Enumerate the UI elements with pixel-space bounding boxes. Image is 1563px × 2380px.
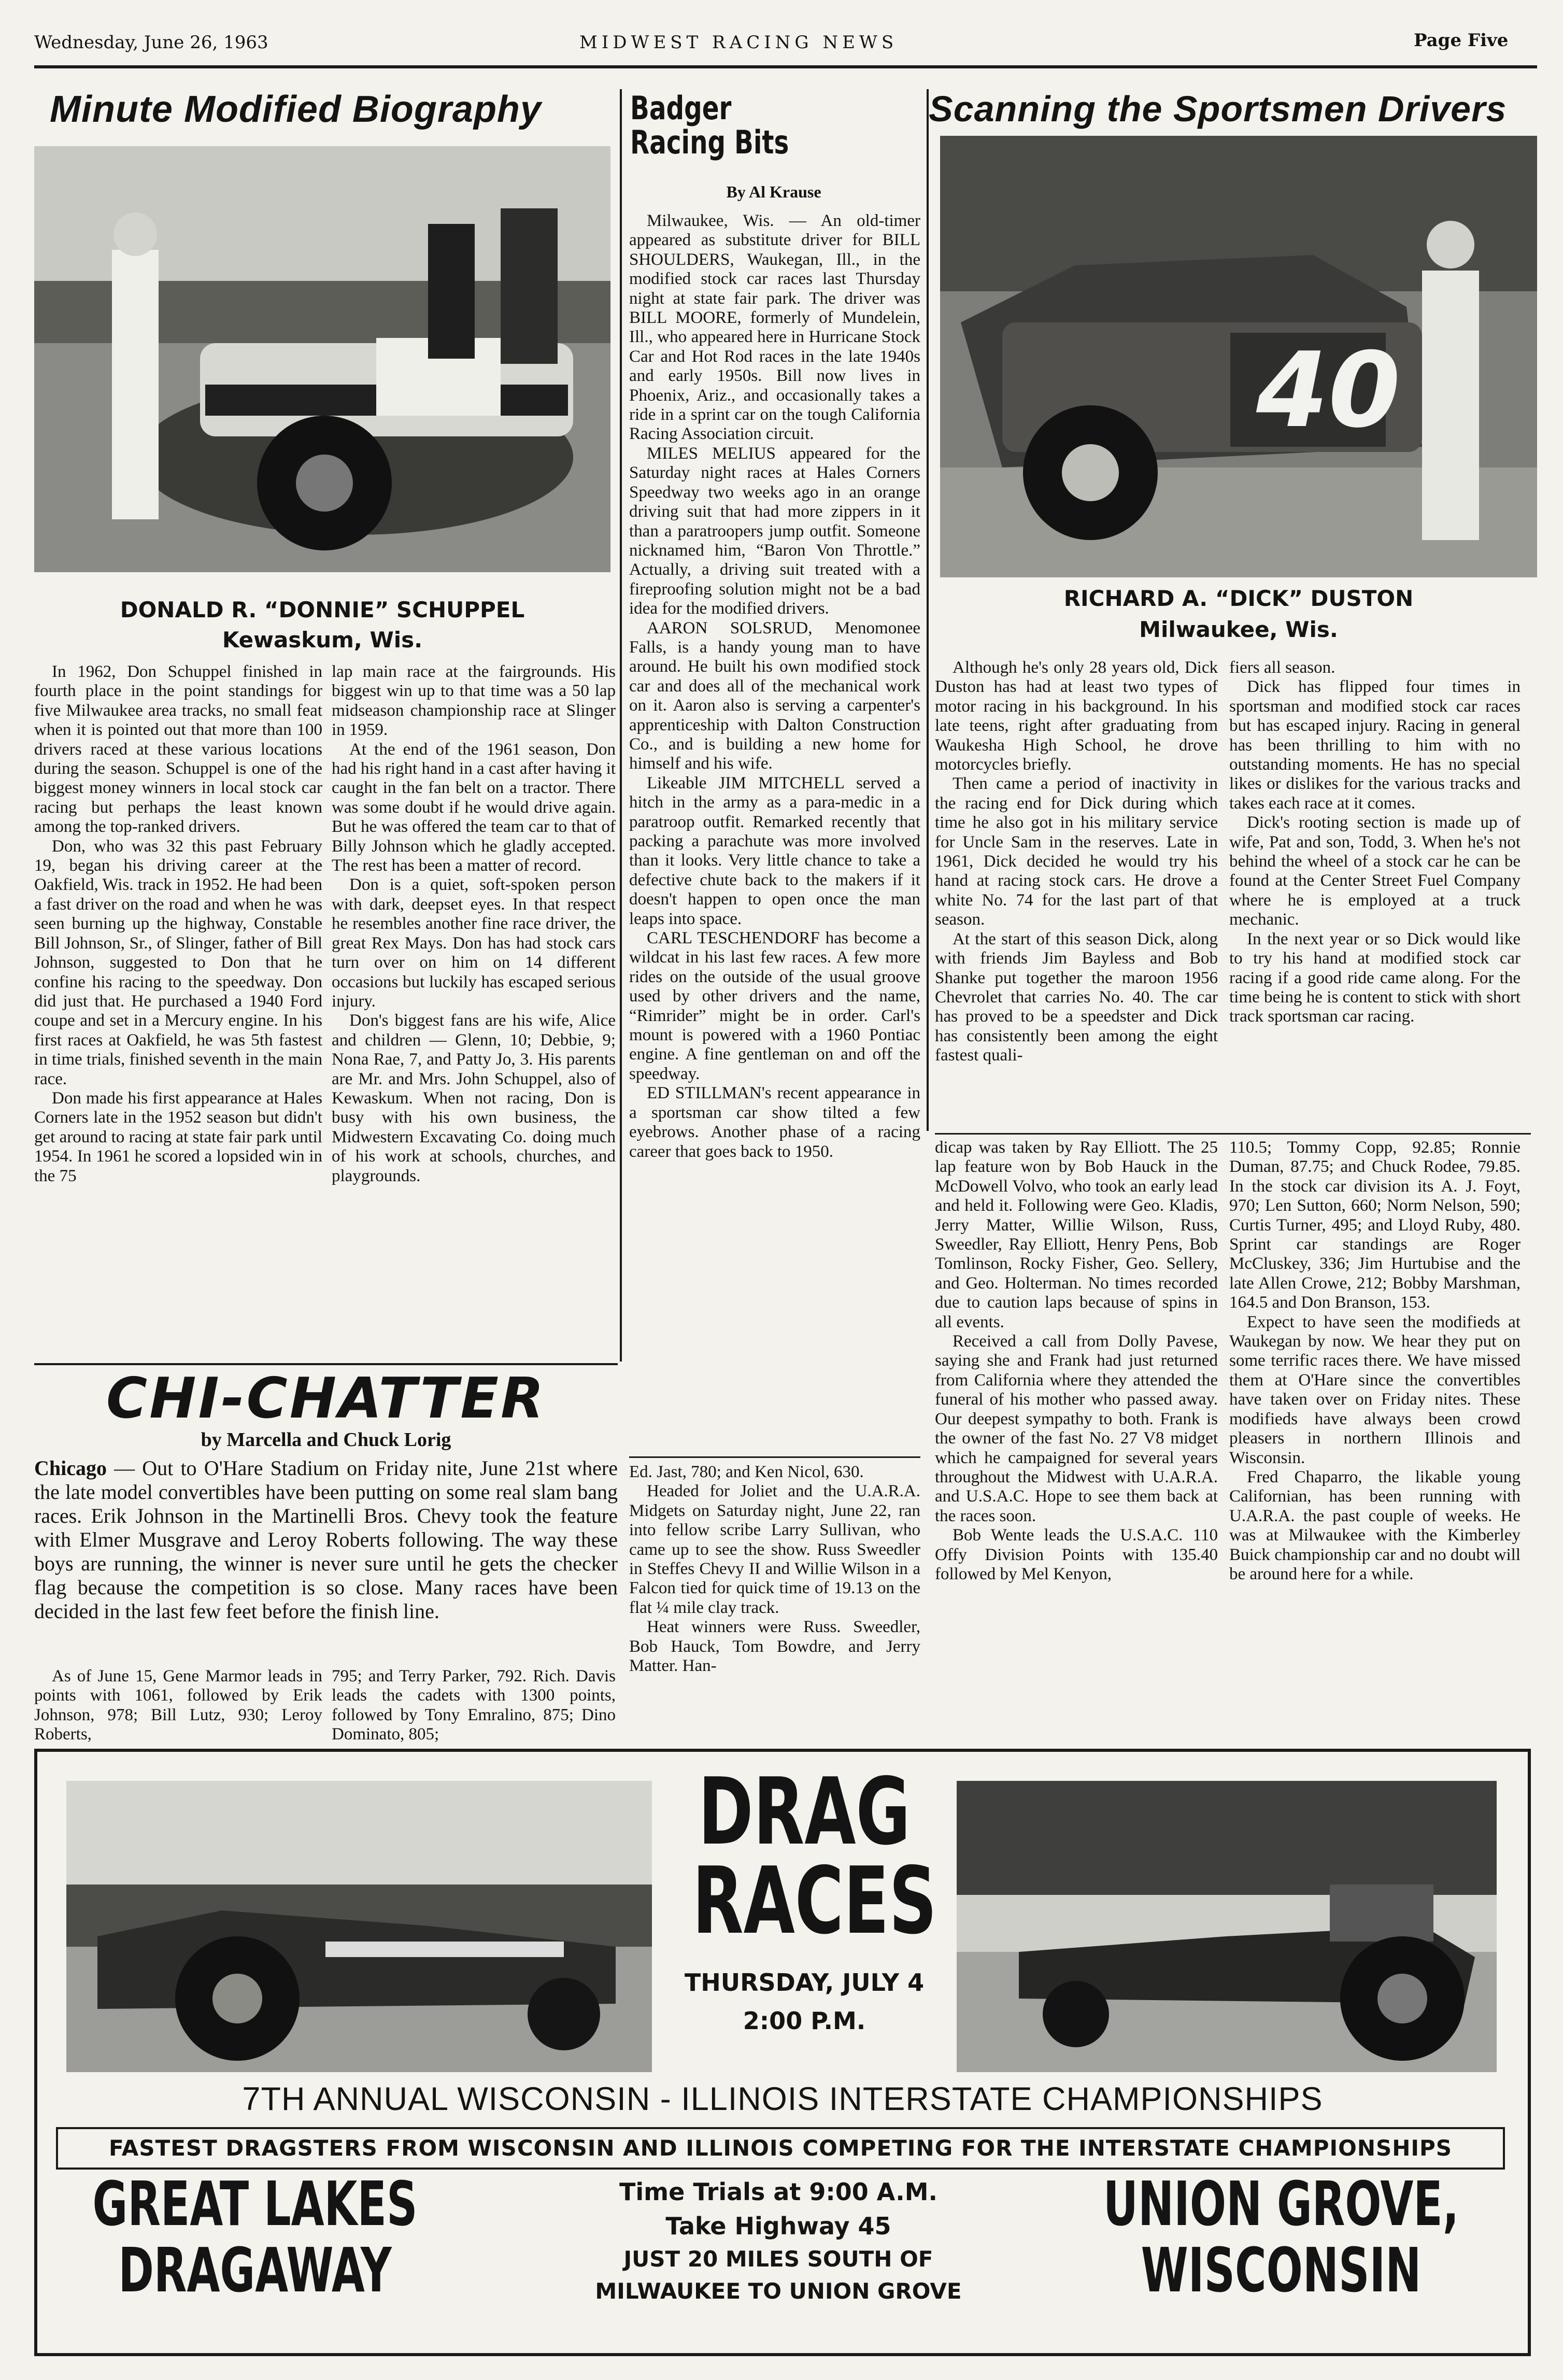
race-date: THURSDAY, JULY 4 <box>684 1968 925 1996</box>
paper-name: MIDWEST RACING NEWS <box>579 32 898 53</box>
info-distance: JUST 20 MILES SOUTH OF <box>623 2246 933 2272</box>
paragraph: Then came a period of inactivity in the racing end for Dick during which time he also got in his military service for Uncle Sam in the reserves. Late in 1961, Dick decided he would try his hand at racing stock cars. He drove a white No. 74 for the last part of that season. <box>935 774 1218 929</box>
dragway-name-line1: GREAT LAKES <box>92 2168 418 2240</box>
dateline: Chicago <box>34 1456 107 1480</box>
paragraph: In 1962, Don Schuppel finished in fourth place in the point standings for five Milwaukee area tracks, no small feat when it is pointed out that more than 100 drivers raced at these various locations during the season. Schuppel is one of the biggest money winners in local stock car racing but perhaps the least known among the top-ranked drivers. <box>34 662 322 837</box>
badger-headline-line2: Racing Bits <box>630 123 789 161</box>
paragraph: At the end of the 1961 season, Don had his right hand in a cast after having it caught in the fan belt on a tractor. There was some doubt if he would drive again. But he was offered the team car to that of Billy Johnson which he gladly accepted. The rest has been a matter of record. <box>332 740 616 875</box>
chi-col3 <box>629 1463 920 1753</box>
info-highway: Take Highway 45 <box>665 2212 891 2240</box>
dragway-name-line2: DRAGAWAY <box>118 2234 392 2306</box>
paragraph: Received a call from Dolly Pavese, saying she and Frank had just returned from California where they attended the funeral of his mother who passed away. Our deepest sympathy to both. Frank is the owner of the fast No. 27 V8 midget which he campaigned for several years throughout the Midwest with U.A.R.A. and U.S.A.C. Hope to see them back at the races soon. <box>935 1332 1218 1525</box>
paragraph: 795; and Terry Parker, 792. Rich. Davis leads the cadets with 1300 points, followed by Tony Emralino, 875; Dino Dominato, 805; <box>332 1667 616 1744</box>
dragster-photo-left <box>66 1781 652 2072</box>
paragraph: Don, who was 32 this past February 19, began his driving career at the Oakfield, Wis. track in 1952. He had been a fast driver on the road and when he was seen burning up the highway, Constable Bill Johnson, Sr., of Slinger, father of Bill Johnson, suggested to Don that he confine his racing to the speedway. Don did just that. He purchased a 1940 Ford coupe and set in a Mercury engine. In his first races at Oakfield, he was 5th fastest in time trials, finished seventh in the main race. <box>34 837 322 1088</box>
paragraph: At the start of this season Dick, along with friends Jim Bayless and Bob Shanke put together the maroon 1956 Chevrolet that carries No. 40. The car has proved to be a speedster and Dick has consistently been among the eight fastest quali- <box>935 929 1218 1065</box>
issue-date: Wednesday, June 26, 1963 <box>34 32 268 53</box>
section-rule <box>629 1456 920 1458</box>
drag-title-line2: RACES <box>692 1847 937 1954</box>
paragraph: 110.5; Tommy Copp, 92.85; Ronnie Duman, 87.75; and Chuck Rodee, 79.85. In the stock car division its A. J. Foyt, 970; Len Sutton, 660; Norm Nelson, 590; Curtis Turner, 495; and Lloyd Ruby, 480. Sprint car standings are Roger McCluskey, 336; Jim Hurtubise and the late Allen Crowe, 212; Bobby Marshman, 164.5 and Don Branson, 153. <box>1229 1138 1521 1312</box>
minute-article-col2 <box>332 662 616 1357</box>
duston-caption-town: Milwaukee, Wis. <box>1139 617 1338 642</box>
paragraph: Headed for Joliet and the U.A.R.A. Midgets on Saturday night, June 22, ran into fellow scribe Larry Sullivan, who came up to see the show. Russ Sweedler in Steffes Chevy II and Willie Wilson in a Falcon tied for quick time of 19.13 on the flat ¼ mile clay track. <box>629 1482 920 1617</box>
dragway-name <box>0 2168 514 2306</box>
paragraph: Fred Chaparro, the likable young Californian, has been running with U.A.R.A. the past couple of weeks. He was at Milwaukee with the Kimberley Buick championship car and no doubt will be around here for a while. <box>1229 1467 1521 1583</box>
paragraph: Although he's only 28 years old, Dick Duston has had at least two types of motor racing in his background. In his late teens, right after graduating from Waukesha High School, he drove motorcycles briefly. <box>935 658 1218 774</box>
info-time-trials: Time Trials at 9:00 A.M. <box>619 2178 937 2206</box>
paragraph: dicap was taken by Ray Elliott. The 25 lap feature won by Bob Hauck in the McDowell Volvo, who took an early lead and held it. Following were Geo. Kladis, Jerry Matter, Willie Wilson, Russ, Sweedler, Ray Elliott, Henry Pens, Bob Tomlinson, Rocky Fisher, Geo. Sellery, and Geo. Holterman. No times recorded due to caution laps because of spins in all events. <box>935 1138 1218 1331</box>
page-number: Page Five <box>1414 30 1509 51</box>
championship-line: 7TH ANNUAL WISCONSIN - ILLINOIS INTERSTATE CHAMPIONSHIPS <box>242 2081 1323 2117</box>
schuppel-caption-name: DONALD R. “DONNIE” SCHUPPEL <box>120 597 525 622</box>
location-name-line1: UNION GROVE, <box>1103 2168 1459 2240</box>
race-time: 2:00 P.M. <box>743 2007 866 2035</box>
chi-col5 <box>1229 1138 1521 1753</box>
chi-chatter-headline: CHI-CHATTER <box>106 1366 546 1431</box>
paragraph: AARON SOLSRUD, Menomonee Falls, is a handy young man to have around. He built his own modified stock car and does all of the mechanical work on it. Aaron also is serving a carpenter's apprenticeship with Dalton Construction Co., and is building a new home for himself and his wife. <box>629 618 920 773</box>
column-divider <box>927 89 929 1131</box>
badger-byline: By Al Krause <box>726 182 821 201</box>
paragraph: ED STILLMAN's recent appearance in a sportsman car show tilted a few eyebrows. Another phase of a racing career that goes back to 1950. <box>629 1084 920 1161</box>
scanning-headline: Scanning the Sportsmen Drivers <box>929 89 1507 129</box>
drag-title <box>649 1758 960 1954</box>
paragraph: fiers all season. <box>1229 658 1335 677</box>
location-name-line2: WISCONSIN <box>1141 2234 1422 2306</box>
drag-races-ad <box>34 1749 1531 2356</box>
paragraph: In the next year or so Dick would like to try his hand at modified stock car racing if a good ride came along. For the time being he is content to stick with short track sportsman car racing. <box>1229 929 1521 1026</box>
paragraph: Don's biggest fans are his wife, Alice and children — Glenn, 10; Debbie, 9; Nona Rae, 7, and Patty Jo, 3. His parents are Mr. and Mrs. John Schuppel, also of Kewaskum. When not racing, Don is busy with his own business, the Midwestern Excavating Co. doing much of his work at schools, churches, and playgrounds. <box>332 1011 616 1185</box>
paragraph: As of June 15, Gene Marmor leads in points with 1061, followed by Erik Johnson, 978; Bill Lutz, 930; Leroy Roberts, <box>34 1667 322 1744</box>
paragraph: Dick has flipped four times in sportsman and modified stock car races but has escaped injury. Racing in general has been thrilling to him with no outstanding moments. He has no special likes or dislikes for the various tracks and takes each race at it comes. <box>1229 677 1521 813</box>
section-rule <box>935 1133 1531 1135</box>
minute-headline: Minute Modified Biography <box>50 89 542 130</box>
section-rule <box>34 1363 618 1365</box>
location-name <box>1022 2168 1540 2306</box>
tagline-box: FASTEST DRAGSTERS FROM WISCONSIN AND ILLINOIS COMPETING FOR THE INTERSTATE CHAMPIONSHIPS <box>56 2127 1505 2170</box>
schuppel-photo <box>34 146 610 572</box>
paragraph: Don is a quiet, soft-spoken person with dark, deepset eyes. In that respect he resembles another fine race driver, the great Rex Mays. Don has had stock cars turn over on him on 14 different occasions but luckily has escaped serious injury. <box>332 875 616 1011</box>
badger-headline <box>630 91 913 160</box>
paragraph: Expect to have seen the modifieds at Waukegan by now. We hear they put on some terrific races there. We have missed them at O'Hare since the convertibles have taken over on Friday nites. These modifieds have always been crowd pleasers in northern Illinois and Wisconsin. <box>1229 1312 1521 1467</box>
chi-chatter-byline: by Marcella and Chuck Lorig <box>201 1429 451 1451</box>
duston-caption-name: RICHARD A. “DICK” DUSTON <box>1063 586 1414 611</box>
chi-col1 <box>34 1667 322 1750</box>
dragster-photo-right <box>957 1781 1497 2072</box>
drag-title-line1: DRAG <box>698 1758 911 1865</box>
chi-col4 <box>935 1138 1218 1753</box>
paragraph: Dick's rooting section is made up of wife, Pat and son, Todd, 3. When he's not behind the wheel of a stock car he can be found at the Center Street Fuel Company where he is employed at a truck mechanic. <box>1229 813 1521 929</box>
chi-col2 <box>332 1667 616 1750</box>
badger-article <box>629 211 920 1451</box>
paragraph: Likeable JIM MITCHELL served a hitch in the army as a para-medic in a paratroop outfit. Remarked recently that packing a parachute was more involved than it looks. Very little chance to take a defective chute back to the makers if it doesn't happen to open once the man leaps into space. <box>629 773 920 928</box>
column-divider <box>620 89 622 1362</box>
badger-headline-line1: Badger <box>630 89 732 127</box>
info-destination: MILWAUKEE TO UNION GROVE <box>595 2278 962 2304</box>
lead-text: — Out to O'Hare Stadium on Friday nite, June 21st where the late model convertibles have been putting on some real slam bang races. Erik Johnson in the Martinelli Bros. Chevy took the feature with Elmer Musgrave and Leroy Roberts following. The way these boys are running, the winner is never sure until he gets the checker flag because the competition is so close. Many races have been decided in the last few feet before the finish line. <box>34 1456 618 1623</box>
chi-chatter-lead <box>34 1456 618 1653</box>
masthead-rule <box>34 65 1537 68</box>
paragraph: CARL TESCHENDORF has become a wildcat in his last few races. A few more rides on the outside of the usual groove used by other drivers and the name, “Rimrider” might be in order. Carl's mount is powered with a 1960 Pontiac engine. A fine gentleman on and off the speedway. <box>629 929 920 1083</box>
paragraph: Bob Wente leads the U.S.A.C. 110 Offy Division Points with 135.40 followed by Mel Kenyon, <box>935 1526 1218 1583</box>
minute-article-col1 <box>34 662 322 1357</box>
paragraph: Heat winners were Russ. Sweedler, Bob Hauck, Tom Bowdre, and Jerry Matter. Han- <box>629 1618 920 1676</box>
scanning-col2 <box>1229 658 1521 1131</box>
paragraph: Don made his first appearance at Hales Corners late in the 1952 season but didn't get around to racing at state fair park until 1954. In 1961 he scored a lopsided win in the 75 <box>34 1088 322 1185</box>
car-number: 40 <box>1256 330 1401 451</box>
paragraph: lap main race at the fairgrounds. His biggest win up to that time was a 50 lap midseason championship race at Slinger in 1959. <box>332 662 616 740</box>
schuppel-caption-town: Kewaskum, Wis. <box>222 627 423 653</box>
duston-photo <box>940 136 1537 577</box>
paragraph: MILES MELIUS appeared for the Saturday night races at Hales Corners Speedway two weeks ago in an orange driving suit that had more zippers in it than a paratroopers jump outfit. Someone nicknamed him, “Baron Von Throttle.” Actually, a driving suit treated with a fireproofing solution might not be a bad idea for the modified drivers. <box>629 444 920 618</box>
scanning-col1 <box>935 658 1218 1131</box>
paragraph: Ed. Jast, 780; and Ken Nicol, 630. <box>629 1463 864 1481</box>
paragraph: Milwaukee, Wis. — An old-timer appeared as substitute driver for BILL SHOULDERS, Waukegan, Ill., in the modified stock car races last Thursday night at state fair park. The driver was BILL MOORE, formerly of Mundelein, Ill., who appeared here in Hurricane Stock Car and Hot Rod races in the late 1940s and early 1950s. Bill now lives in Phoenix, Ariz., and occasionally takes a ride in a sprint car on the tough California Racing Association circuit. <box>629 211 920 444</box>
